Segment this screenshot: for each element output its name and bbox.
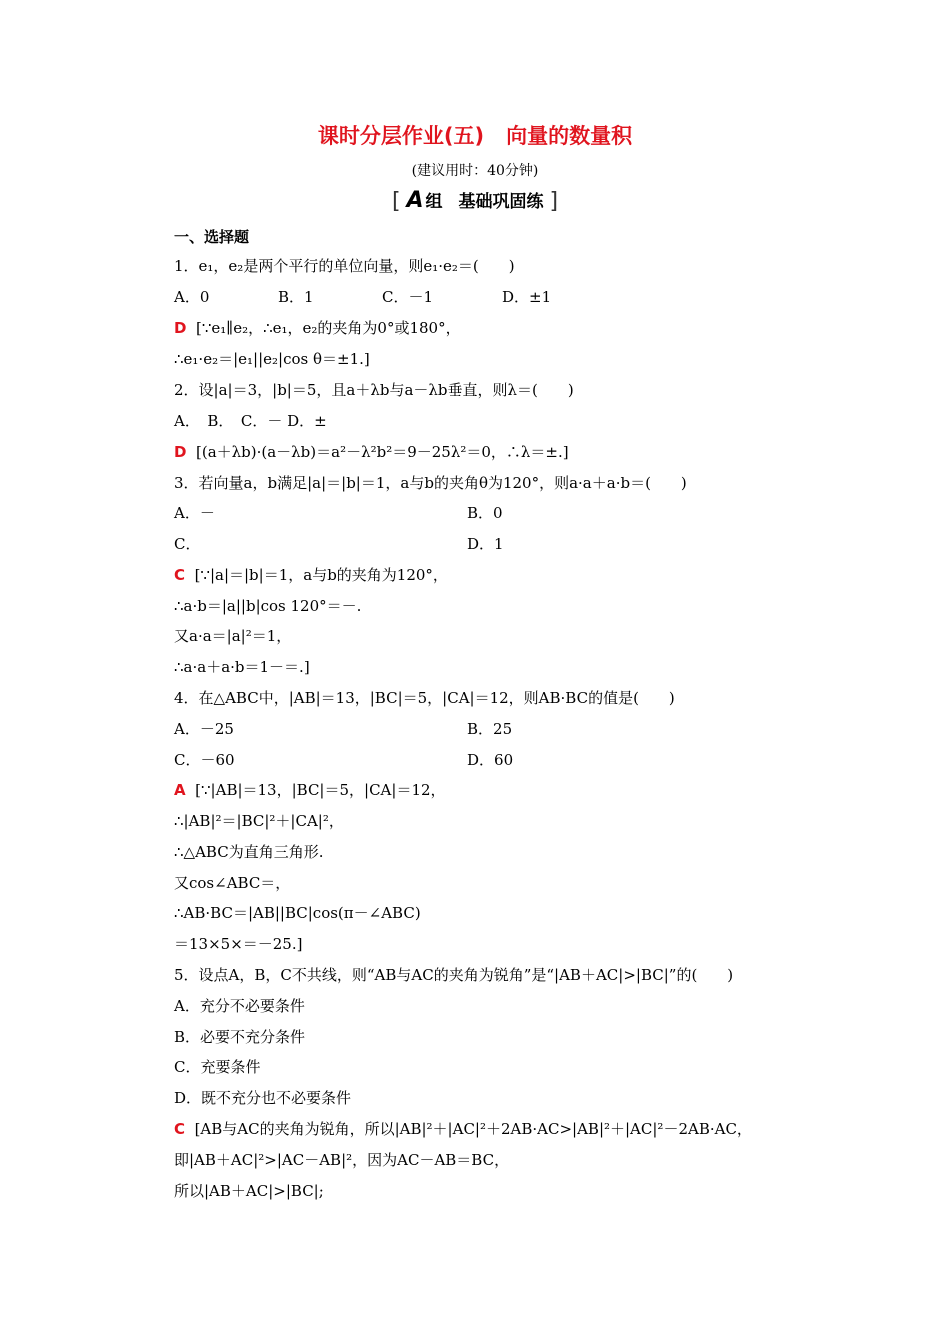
q5-option-a: A．充分不必要条件	[174, 997, 305, 1015]
question-1-stem: 1．e₁，e₂是两个平行的单位向量，则e₁·e₂＝( )	[174, 257, 515, 275]
q3-solution-line-1: C [∵|a|＝|b|＝1，a与b的夹角为120°，	[174, 566, 448, 584]
q3-solution-line-2: ∴a·b＝|a||b|cos 120°＝－.	[174, 597, 362, 615]
page-title	[0, 120, 950, 150]
question-5-stem: 5．设点A，B，C不共线，则“AB与AC的夹角为锐角”是“|AB＋AC|>|BC|”的( )	[174, 966, 734, 984]
q4-solution-line-5: ∴AB·BC＝|AB||BC|cos(π－∠ABC)	[174, 904, 421, 922]
q4-option-a: A．－25	[174, 720, 234, 738]
q3-option-d: D．1	[467, 535, 504, 553]
q4-solution-line-6: ＝13×5×＝－25.]	[174, 935, 303, 953]
q5-answer: C	[174, 1120, 186, 1138]
question-3-stem: 3．若向量a，b满足|a|＝|b|＝1，a与b的夹角θ为120°，则a·a＋a·b＝( )	[174, 474, 687, 492]
question-4-stem: 4．在△ABC中，|AB|＝13，|BC|＝5，|CA|＝12，则AB·BC的值是( )	[174, 689, 675, 707]
q5-option-b: B．必要不充分条件	[174, 1028, 306, 1046]
q3-option-b: B．0	[467, 504, 503, 522]
time-suggestion: (建议用时：40分钟)	[411, 163, 539, 179]
q4-answer: A	[174, 781, 186, 799]
q5-solution-line-3: 所以|AB＋AC|>|BC|;	[174, 1182, 324, 1200]
group-label: 组	[425, 192, 443, 212]
q1-answer: D	[174, 319, 187, 337]
q4-solution-line-4: 又cos∠ABC＝，	[174, 874, 291, 892]
question-2-stem: 2．设|a|＝3，|b|＝5，且a＋λb与a－λb垂直，则λ＝( )	[174, 381, 574, 399]
left-bracket-icon: [	[391, 189, 401, 214]
q5-option-c: C．充要条件	[174, 1058, 261, 1076]
q1-option-b: B．1	[278, 288, 314, 306]
q3-solution-line-3: 又a·a＝|a|²＝1，	[174, 627, 292, 645]
q1-option-c: C．－1	[382, 288, 434, 306]
section-heading: 一、选择题	[174, 228, 250, 246]
q3-solution-line-4: ∴a·a＋a·b＝1－＝.]	[174, 658, 310, 676]
q2-solution-line-1: D [(a＋λb)·(a－λb)＝a²－λ²b²＝9－25λ²＝0，∴λ＝±.]	[174, 443, 569, 461]
q5-solution-line-1: C [AB与AC的夹角为锐角，所以|AB|²＋|AC|²＋2AB·AC>|AB|²＋|AC|²－2AB·AC，	[174, 1120, 752, 1138]
q4-solution-line-3: ∴△ABC为直角三角形.	[174, 843, 324, 861]
group-heading	[0, 187, 950, 214]
q1-option-a: A．0	[174, 288, 210, 306]
q5-option-d: D．既不充分也不必要条件	[174, 1089, 352, 1107]
q4-option-b: B．25	[467, 720, 513, 738]
q3-option-c: C．	[174, 535, 201, 553]
q4-option-d: D．60	[467, 751, 514, 769]
q3-option-a: A．－	[174, 504, 215, 522]
q2-options: A． B． C．－ D．±	[174, 412, 327, 430]
q4-solution-line-1: A [∵|AB|＝13，|BC|＝5，|CA|＝12，	[174, 781, 446, 799]
group-text: 基础巩固练	[458, 192, 544, 212]
title-right: 向量的数量积	[506, 124, 633, 148]
right-bracket-icon: ]	[549, 189, 559, 214]
group-letter: A	[406, 188, 424, 213]
q1-solution-line-1: D [∵e₁∥e₂，∴e₁，e₂的夹角为0°或180°，	[174, 319, 461, 337]
q1-option-d: D．±1	[502, 288, 552, 306]
q1-solution-line-2: ∴e₁·e₂＝|e₁||e₂|cos θ＝±1.]	[174, 350, 370, 368]
q3-answer: C	[174, 566, 186, 584]
q4-solution-line-2: ∴|AB|²＝|BC|²＋|CA|²，	[174, 812, 344, 830]
q4-option-c: C．－60	[174, 751, 235, 769]
q5-solution-line-2: 即|AB＋AC|²>|AC－AB|²，因为AC－AB＝BC，	[174, 1151, 510, 1169]
q2-answer: D	[174, 443, 187, 461]
title-left: 课时分层作业(五)	[317, 124, 485, 148]
